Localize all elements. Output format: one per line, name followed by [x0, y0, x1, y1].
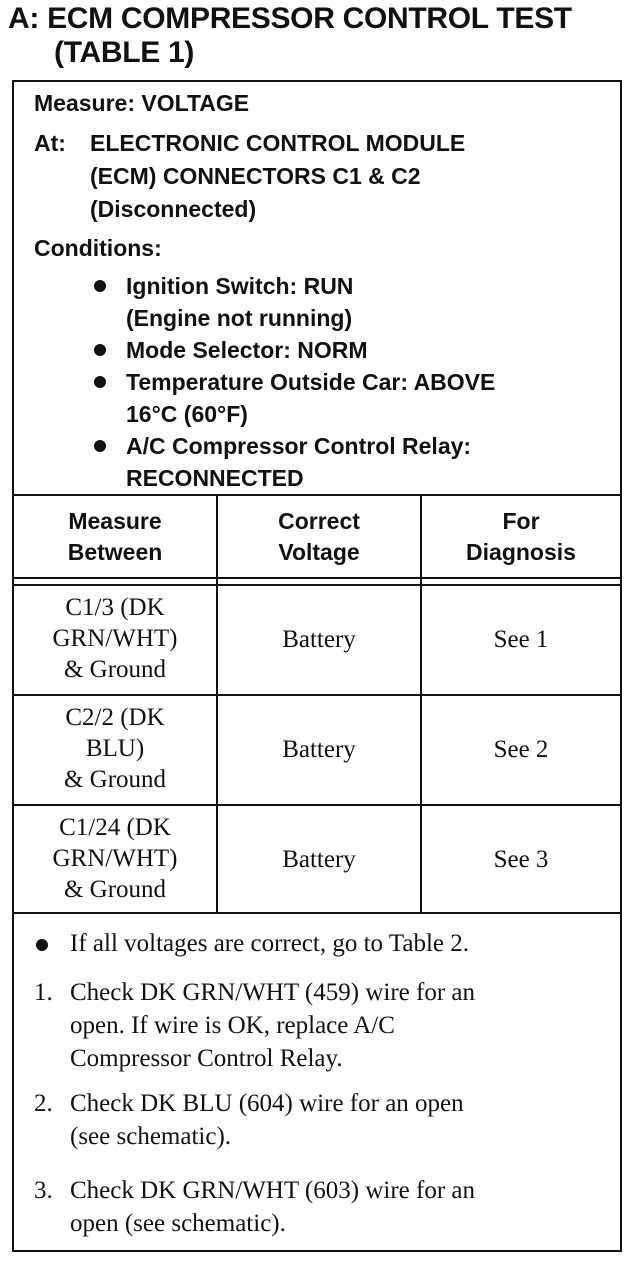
conditions-label: Conditions: [34, 235, 162, 261]
at-label: At: [34, 130, 66, 156]
cell-line: C1/24 (DK [59, 814, 171, 841]
condition-4-line-1: A/C Compressor Control Relay: [126, 433, 472, 459]
header-for-diagnosis [422, 506, 620, 568]
note-number: 2. [34, 1090, 53, 1117]
note-line: open (see schematic). [70, 1210, 286, 1237]
test-table-box [12, 80, 622, 1252]
note-number: 1. [34, 979, 53, 1006]
header-correct-voltage [218, 506, 420, 568]
note-item-2 [34, 1087, 614, 1153]
note-line: Compressor Control Relay. [70, 1045, 343, 1072]
header-line: Correct [278, 508, 360, 534]
note-number: 3. [34, 1177, 53, 1204]
bullet-icon [94, 344, 106, 356]
condition-3-line-1: Temperature Outside Car: ABOVE [126, 369, 496, 395]
measure-label: Measure: VOLTAGE [34, 90, 250, 116]
title-line-2: (TABLE 1) [54, 36, 195, 69]
note-line: open. If wire is OK, replace A/C [70, 1012, 395, 1039]
divider [14, 584, 620, 586]
at-line-1: ELECTRONIC CONTROL MODULE [90, 130, 466, 156]
condition-1-line-1: Ignition Switch: RUN [126, 273, 354, 299]
divider [14, 577, 620, 579]
bullet-icon [94, 440, 106, 452]
table-cell-between [14, 592, 216, 685]
header-line: Diagnosis [466, 539, 576, 565]
note-line: Check DK BLU (604) wire for an open [70, 1090, 464, 1117]
bullet-icon [94, 280, 106, 292]
table-cell-between [14, 812, 216, 905]
note-item-3 [34, 1174, 614, 1240]
divider [14, 694, 620, 696]
cell-line: C2/2 (DK [65, 704, 165, 731]
bullet-icon [94, 376, 106, 388]
cell-line: GRN/WHT) [52, 845, 178, 872]
header-line: Between [67, 539, 163, 565]
at-line-3: (Disconnected) [90, 196, 257, 222]
condition-2-line-1: Mode Selector: NORM [126, 337, 368, 363]
at-line-2: (ECM) CONNECTORS C1 & C2 [90, 163, 421, 189]
condition-4-line-2: RECONNECTED [126, 465, 304, 491]
header-line: Voltage [278, 539, 360, 565]
cell-line: GRN/WHT) [52, 625, 178, 652]
table-cell-between [14, 702, 216, 795]
divider [14, 804, 620, 806]
divider [14, 912, 620, 914]
test-conditions-section [14, 82, 620, 494]
title-line-1: A: ECM COMPRESSOR CONTROL TEST [8, 2, 572, 35]
header-line: For [502, 508, 540, 534]
cell-line: & Ground [63, 876, 167, 903]
table-cell-voltage: Battery [282, 846, 356, 873]
cell-line: BLU) [85, 735, 145, 762]
note-bullet: If all voltages are correct, go to Table 2. [70, 930, 470, 957]
bullet-icon [36, 939, 48, 951]
note-item-1 [34, 976, 614, 1075]
condition-3-line-2: 16°C (60°F) [126, 401, 248, 427]
cell-line: & Ground [63, 656, 167, 683]
condition-1-line-2: (Engine not running) [126, 305, 353, 331]
divider [14, 494, 620, 496]
header-line: Measure [68, 508, 162, 534]
table-cell-voltage: Battery [282, 626, 356, 653]
note-line: Check DK GRN/WHT (459) wire for an [70, 979, 475, 1006]
header-measure-between [14, 506, 216, 568]
page-title [8, 2, 638, 70]
table-cell-diagnosis: See 3 [493, 846, 549, 873]
cell-line: & Ground [63, 766, 167, 793]
note-line: Check DK GRN/WHT (603) wire for an [70, 1177, 475, 1204]
cell-line: C1/3 (DK [65, 594, 165, 621]
table-cell-diagnosis: See 1 [493, 626, 549, 653]
table-cell-voltage: Battery [282, 736, 356, 763]
note-line: (see schematic). [70, 1123, 232, 1150]
table-cell-diagnosis: See 2 [493, 736, 549, 763]
